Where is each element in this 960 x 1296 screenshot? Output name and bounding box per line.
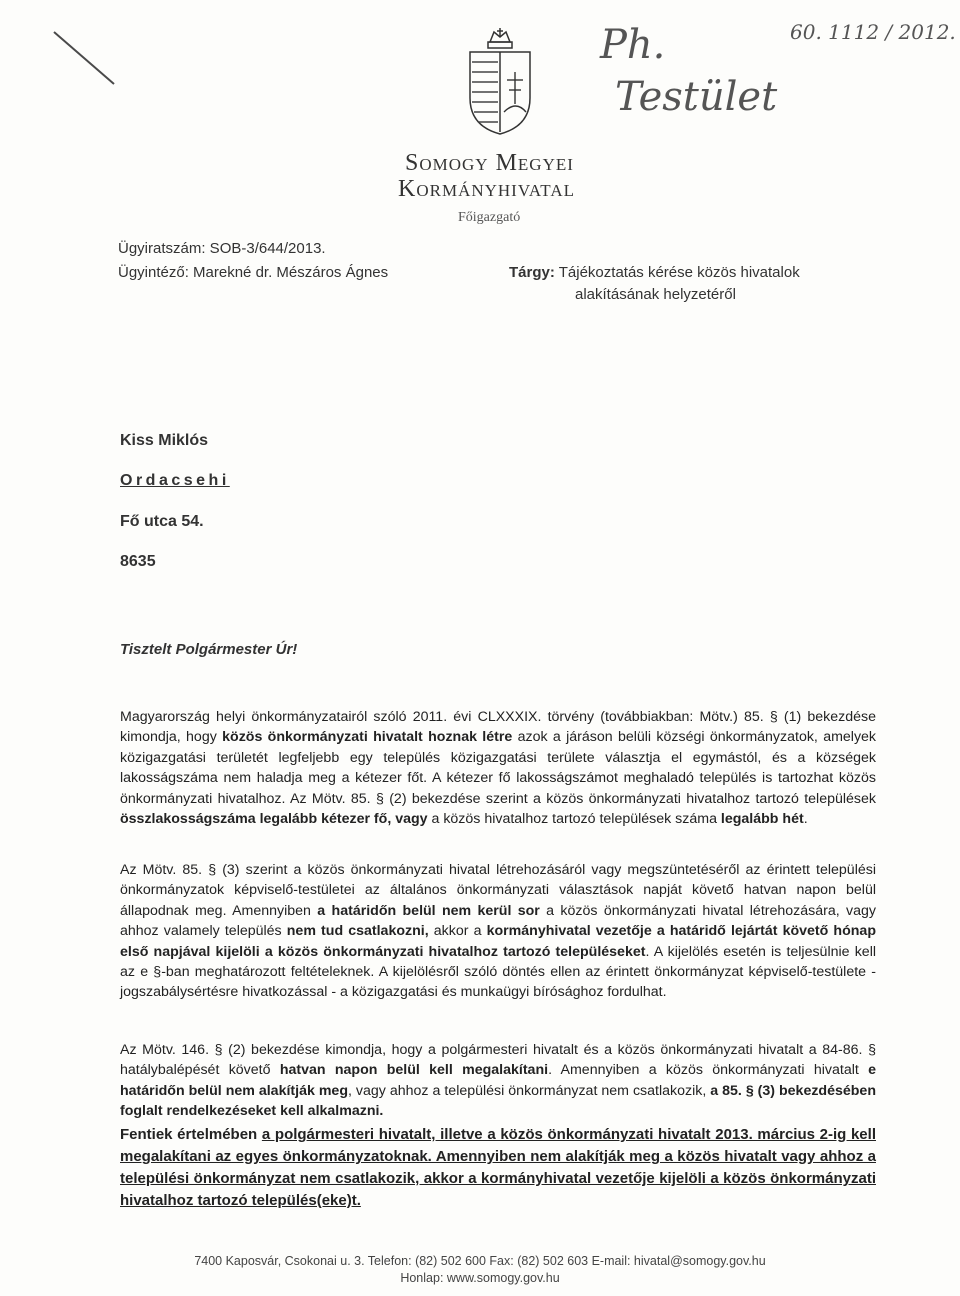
text-run: akkor a	[428, 923, 487, 940]
paragraph-3	[120, 1040, 876, 1122]
footer-website: Honlap: www.somogy.gov.hu	[400, 1271, 560, 1285]
handwritten-note-ph: Ph.	[600, 22, 666, 68]
text-run: a polgármesteri hivatalt, illetve a közös önkormányzati hivatalt 2013. március 2-ig kell megalakítani az egyes önkormányzatoknak. Amennyiben nem alakítják meg a közös hivatalt vagy ahhoz a települési önkormányzat nem csatlakozik, akkor a kormányhivatal vezetője kijelöli a közös önkormányzati hivatalhoz tartozó település(eke)t.	[120, 1126, 876, 1209]
text-run: nem tud csatlakozni,	[286, 923, 429, 940]
case-officer: Ügyintéző: Marekné dr. Mészáros Ágnes	[118, 264, 389, 281]
addressee-town: Ordacsehi	[120, 472, 230, 489]
organization-subtitle: Főigazgató	[458, 210, 521, 225]
text-run: Az Mötv. 85. § (3) szerint a közös önkormányzati hivatal létrehozásáról vagy megszüntetéséről az érintett települési önkormányzatok képviselő-testületei az általános önkormányzati választások napját követő hatvan napon belül állapodnak meg. Amennyiben	[120, 862, 876, 919]
paragraph-1	[120, 707, 876, 829]
text-run: . Amennyiben a közös önkormányzati hivatalt	[548, 1062, 869, 1079]
handwritten-registration-number: 60. 1112 / 2012.	[790, 20, 956, 44]
addressee-name: Kiss Miklós	[120, 432, 209, 449]
text-run: összlakosságszáma legalább kétezer fő, vagy	[120, 811, 428, 828]
organization-name-line1: Somogy Megyei	[405, 150, 574, 176]
organization-name-line2: Kormányhivatal	[398, 176, 575, 202]
text-run: , vagy ahhoz a települési önkormányzat nem csatlakozik,	[348, 1082, 711, 1099]
subject-label: Tárgy:	[509, 264, 555, 281]
hungarian-coat-of-arms-icon	[464, 28, 536, 138]
case-number: Ügyiratszám: SOB-3/644/2013.	[118, 240, 326, 257]
text-run: Magyarország helyi önkormányzatairól szóló 2011. évi CLXXXIX. törvény (továbbiakban: Mötv.) 85. § (1) bekezdése kimondja, hogy	[120, 709, 876, 746]
handwritten-note-testulet: Testület	[615, 74, 778, 120]
text-run: kormányhivatal vezetője a határidő lejártát követő hónap első napjával kijelöli a közös önkormányzati hivatalhoz tartozó településeket	[120, 923, 876, 960]
text-run: .	[803, 811, 808, 828]
subject-line1: Tájékoztatás kérése közös hivatalok	[558, 264, 800, 281]
text-run: . A kijelölés esetén is teljesülnie kell az e §-ban meghatározott feltételeknek. A kijelölésről szóló döntés ellen az érintett önkormányzat képviselő-testülete - jogszabálysértésre hivatkozással - a közigazgatási és munkaügyi bírósághoz fordulhat.	[120, 943, 876, 1001]
subject-block	[509, 264, 800, 281]
text-run: azok a járáson belüli községi önkormányzatok, amelyek közigazgatási területét legfeljebb egy település közigazgatási területe választja el egymástól, és a községek lakosságszáma nem haladja meg a kétezer főt. A kétezer fő lakosságszámot meghaladó település is tartozhat közös önkormányzati hivatalhoz. Az Mötv. 85. § (2) bekezdése szerint a közös önkormányzati hivatalhoz tartozó települések	[120, 729, 877, 807]
text-run: hatvan napon belül kell megalakítani	[279, 1062, 549, 1079]
salutation: Tisztelt Polgármester Úr!	[120, 641, 298, 658]
paragraph-4-conclusion	[120, 1124, 876, 1212]
text-run: a határidőn belül nem kerül sor	[317, 902, 540, 919]
text-run: Az Mötv. 146. § (2) bekezdése kimondja, hogy a polgármesteri hivatalt és a közös önkormányzati hivatalt a 84-86. § hatálybalépését követő	[120, 1042, 876, 1079]
paragraph-2	[120, 860, 876, 1003]
addressee-street: Fő utca 54.	[120, 513, 204, 530]
addressee-zip: 8635	[120, 553, 156, 570]
subject-line2: alakításának helyzetéről	[575, 286, 736, 303]
text-run: a közös önkormányzati hivatal létrehozására, vagy ahhoz valamely település	[120, 902, 876, 940]
pen-stroke-mark	[50, 28, 120, 88]
text-run: közös önkormányzati hivatalt hoznak létre	[222, 729, 513, 746]
text-run: Fentiek értelmében	[120, 1126, 262, 1143]
text-run: a 85. § (3) bekezdésében foglalt rendelkezéseket kell alkalmazni.	[120, 1082, 876, 1120]
text-run: e határidőn belül nem alakítják meg	[120, 1062, 876, 1099]
text-run: legalább hét	[720, 811, 804, 828]
text-run: a közös hivatalhoz tartozó települések száma	[427, 811, 721, 828]
footer-address: 7400 Kaposvár, Csokonai u. 3. Telefon: (82) 502 600 Fax: (82) 502 603 E-mail: hivatal@somogy.gov.hu	[194, 1254, 766, 1268]
